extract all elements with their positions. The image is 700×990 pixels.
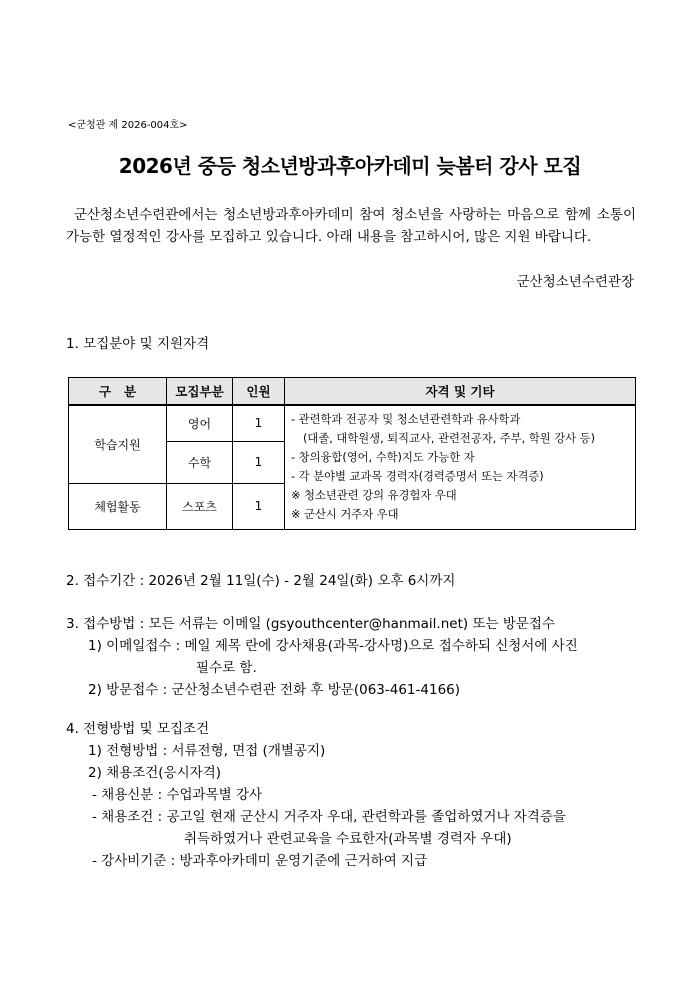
table-header-row xyxy=(69,378,636,406)
recruit-table xyxy=(68,377,636,530)
section3-heading: 3. 접수방법 : 모든 서류는 이메일 (gsyouthcenter@hanmail.net) 또는 방문접수 xyxy=(66,616,555,632)
category-cell: 학습지원 xyxy=(69,405,167,483)
qualification-line: ※ 군산시 거주자 우대 xyxy=(291,508,399,522)
qualification-line: - 관련학과 전공자 및 청소년관련학과 유사학과 xyxy=(291,413,521,427)
section3-email: 1) 이메일접수 : 메일 제목 란에 강사채용(과목-강사명)으로 접수하되 신청서에 사진 xyxy=(88,638,578,654)
section3-visit: 2) 방문접수 : 군산청소년수련관 전화 후 방문(063-461-4166) xyxy=(88,682,461,698)
intro-paragraph: 군산청소년수련관에서는 청소년방과후아카데미 참여 청소년을 사랑하는 마음으로 함께 소통이 가능한 열정적인 강사를 모집하고 있습니다. 아래 내용을 참고하시어, 많은 지원 바랍니다. xyxy=(66,207,636,245)
header-count: 인원 xyxy=(233,378,285,406)
section4-method: 1) 전형방법 : 서류전형, 면접 (개별공지) xyxy=(88,743,326,759)
subject-cell: 스포츠 xyxy=(167,483,233,529)
table-row xyxy=(69,405,636,441)
qualification-line: - 각 분야별 교과목 경력자(경력증명서 또는 자격증) xyxy=(291,470,544,484)
count-cell: 1 xyxy=(233,405,285,441)
section4-condition-cont: 취득하였거나 관련교육을 수료한자(과목별 경력자 우대) xyxy=(184,831,512,847)
header-qualification: 자격 및 기타 xyxy=(285,378,636,406)
header-subject: 모집부분 xyxy=(167,378,233,406)
section1-heading: 1. 모집분야 및 지원자격 xyxy=(66,336,210,352)
document-number: <군청관 제 2026-004호> xyxy=(68,120,188,131)
count-cell: 1 xyxy=(233,441,285,483)
section4-status: - 채용신분 : 수업과목별 강사 xyxy=(92,787,263,803)
qualification-line: - 창의융합(영어, 수학)지도 가능한 자 xyxy=(291,451,475,465)
qualification-line: ※ 청소년관련 강의 유경험자 우대 xyxy=(291,489,457,503)
header-category: 구 분 xyxy=(69,378,167,406)
subject-cell: 수학 xyxy=(167,441,233,483)
section4-conditions: 2) 채용조건(응시자격) xyxy=(88,765,222,781)
page-title: 2026년 중등 청소년방과후아카데미 늦봄터 강사 모집 xyxy=(118,154,582,178)
qualification-line: (대졸, 대학원생, 퇴직교사, 관련전공자, 주부, 학원 강사 등) xyxy=(303,432,595,446)
section4-heading: 4. 전형방법 및 모집조건 xyxy=(66,721,210,737)
qualification-cell xyxy=(285,405,636,529)
count-cell: 1 xyxy=(233,483,285,529)
subject-cell: 영어 xyxy=(167,405,233,441)
section4-condition: - 채용조건 : 공고일 현재 군산시 거주자 우대, 관련학과를 졸업하였거나 자격증을 xyxy=(92,809,566,825)
category-cell: 체험활동 xyxy=(69,483,167,529)
signature: 군산청소년수련관장 xyxy=(516,274,634,290)
section4-fee: - 강사비기준 : 방과후아카데미 운영기준에 근거하여 지급 xyxy=(92,853,428,869)
section3-email-cont: 필수로 함. xyxy=(196,660,257,676)
section2-period: 2. 접수기간 : 2026년 2월 11일(수) - 2월 24일(화) 오후 6시까지 xyxy=(66,573,456,589)
